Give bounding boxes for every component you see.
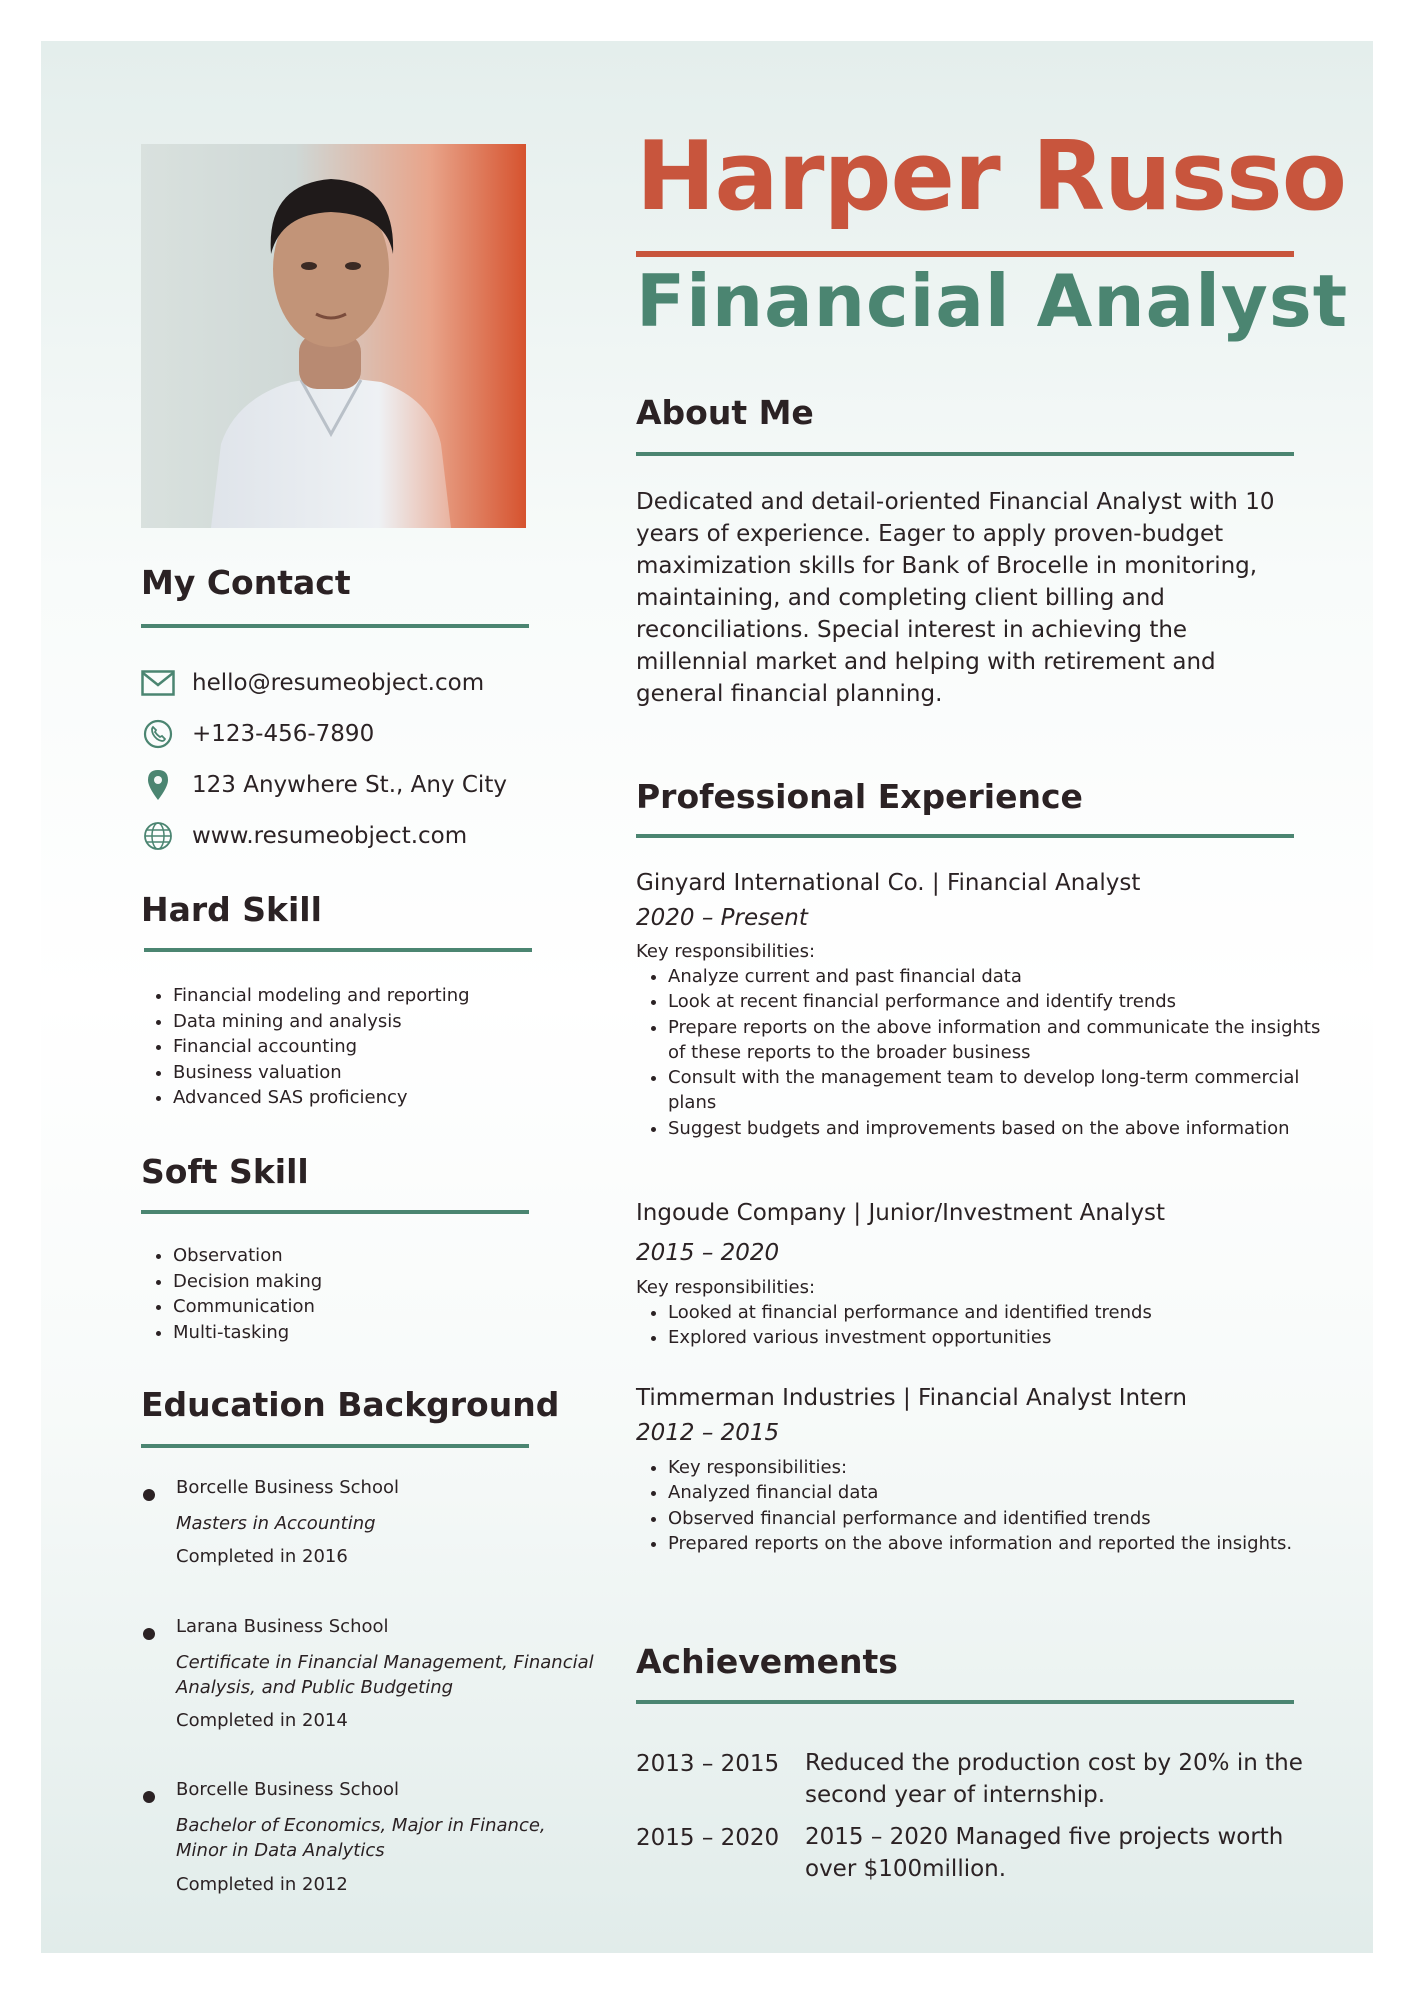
list-item: • Financial modeling and reporting <box>173 983 573 1009</box>
list-item: • Observed financial performance and identified trends <box>668 1506 1328 1531</box>
contact-email[interactable] <box>141 666 484 700</box>
list-item: • Observation <box>173 1243 573 1269</box>
location-pin-icon <box>141 768 175 802</box>
list-item: • Financial accounting <box>173 1034 573 1060</box>
list-item: • Prepared reports on the above information and reported the insights. <box>668 1531 1328 1556</box>
about-text: Dedicated and detail-oriented Financial Analyst with 10 years of experience. Eager to apply proven-budget maximization skills for Bank of Brocelle in monitoring, maintaining, and completing client billing and reconciliations. Special interest in achieving the millennial market and helping with retirement and general financial planning. <box>636 489 1275 707</box>
list-item: • Multi-tasking <box>173 1320 573 1346</box>
list-item: • Analyzed financial data <box>668 1480 1328 1505</box>
education-rule <box>141 1444 529 1448</box>
job-responsibilities <box>636 964 1328 1141</box>
list-item: • Decision making <box>173 1269 573 1295</box>
edu-school: Larana Business School <box>176 1616 389 1637</box>
education-heading: Education Background <box>141 1385 560 1424</box>
experience-heading: Professional Experience <box>636 777 1083 816</box>
list-item: • Business valuation <box>173 1060 573 1086</box>
hard-skill-heading: Hard Skill <box>141 890 322 929</box>
contact-email-text: hello@resumeobject.com <box>192 670 485 696</box>
list-item: • Suggest budgets and improvements based on the above information <box>668 1116 1328 1141</box>
mail-icon <box>141 666 175 700</box>
job-responsibilities <box>636 1300 1328 1351</box>
job-dates: 2020 – Present <box>636 905 808 931</box>
edu-school: Borcelle Business School <box>176 1477 399 1498</box>
contact-rule <box>141 624 529 628</box>
resume-name: Harper Russo <box>636 122 1346 232</box>
achievement-years: 2013 – 2015 <box>636 1751 780 1777</box>
achievements-rule <box>636 1700 1294 1704</box>
achievement-years: 2015 – 2020 <box>636 1825 780 1851</box>
profile-photo <box>141 144 526 528</box>
job-dates: 2012 – 2015 <box>636 1420 780 1446</box>
list-item: • Key responsibilities: <box>668 1455 1328 1480</box>
edu-degree: Masters in Accounting <box>176 1513 376 1534</box>
portrait-illustration <box>141 144 526 528</box>
list-item: • Consult with the management team to develop long-term commercial plans <box>668 1065 1328 1116</box>
edu-degree: Certificate in Financial Management, Financial Analysis, and Public Budgeting <box>176 1652 594 1698</box>
job-responsibilities <box>636 1455 1328 1556</box>
contact-website[interactable] <box>141 819 467 853</box>
hard-skill-rule <box>144 948 532 952</box>
list-item: • Looked at financial performance and identified trends <box>668 1300 1328 1325</box>
contact-heading: My Contact <box>141 563 351 602</box>
contact-phone[interactable] <box>141 717 374 751</box>
soft-skill-list <box>141 1243 573 1345</box>
achievement-text: Reduced the production cost by 20% in the second year of internship. <box>805 1750 1303 1808</box>
globe-icon <box>141 819 175 853</box>
contact-address <box>141 768 507 802</box>
edu-completed: Completed in 2012 <box>176 1874 348 1895</box>
about-heading: About Me <box>636 393 814 432</box>
name-underline <box>636 251 1294 257</box>
achievements-heading: Achievements <box>636 1642 898 1681</box>
soft-skill-rule <box>141 1210 529 1214</box>
phone-icon <box>141 717 175 751</box>
job-dates: 2015 – 2020 <box>636 1240 780 1266</box>
list-item: • Explored various investment opportunities <box>668 1325 1328 1350</box>
job-key-label: Key responsibilities: <box>636 941 816 962</box>
soft-skill-heading: Soft Skill <box>141 1152 309 1191</box>
list-item: • Communication <box>173 1294 573 1320</box>
job-title: Timmerman Industries | Financial Analyst Intern <box>636 1385 1187 1411</box>
edu-bullet <box>143 1791 155 1803</box>
resume-role: Financial Analyst <box>636 259 1349 343</box>
list-item: • Analyze current and past financial data <box>668 964 1328 989</box>
job-key-label: Key responsibilities: <box>636 1277 816 1298</box>
hard-skill-list <box>141 983 573 1111</box>
edu-completed: Completed in 2016 <box>176 1546 348 1567</box>
edu-bullet <box>143 1489 155 1501</box>
edu-bullet <box>143 1628 155 1640</box>
edu-completed: Completed in 2014 <box>176 1710 348 1731</box>
job-title: Ingoude Company | Junior/Investment Analyst <box>636 1200 1166 1226</box>
achievement-text: 2015 – 2020 Managed five projects worth over $100million. <box>805 1824 1284 1882</box>
about-rule <box>636 452 1294 456</box>
list-item: • Data mining and analysis <box>173 1009 573 1035</box>
list-item: • Look at recent financial performance and identify trends <box>668 989 1328 1014</box>
contact-website-text: www.resumeobject.com <box>192 823 468 849</box>
contact-address-text: 123 Anywhere St., Any City <box>192 772 507 798</box>
list-item: • Advanced SAS proficiency <box>173 1085 573 1111</box>
list-item: • Prepare reports on the above information and communicate the insights of these reports to the broader business <box>668 1015 1328 1066</box>
job-title: Ginyard International Co. | Financial Analyst <box>636 870 1141 896</box>
edu-school: Borcelle Business School <box>176 1779 399 1800</box>
edu-degree: Bachelor of Economics, Major in Finance, Minor in Data Analytics <box>176 1815 546 1861</box>
experience-rule <box>636 834 1294 838</box>
contact-phone-text: +123-456-7890 <box>192 721 375 747</box>
